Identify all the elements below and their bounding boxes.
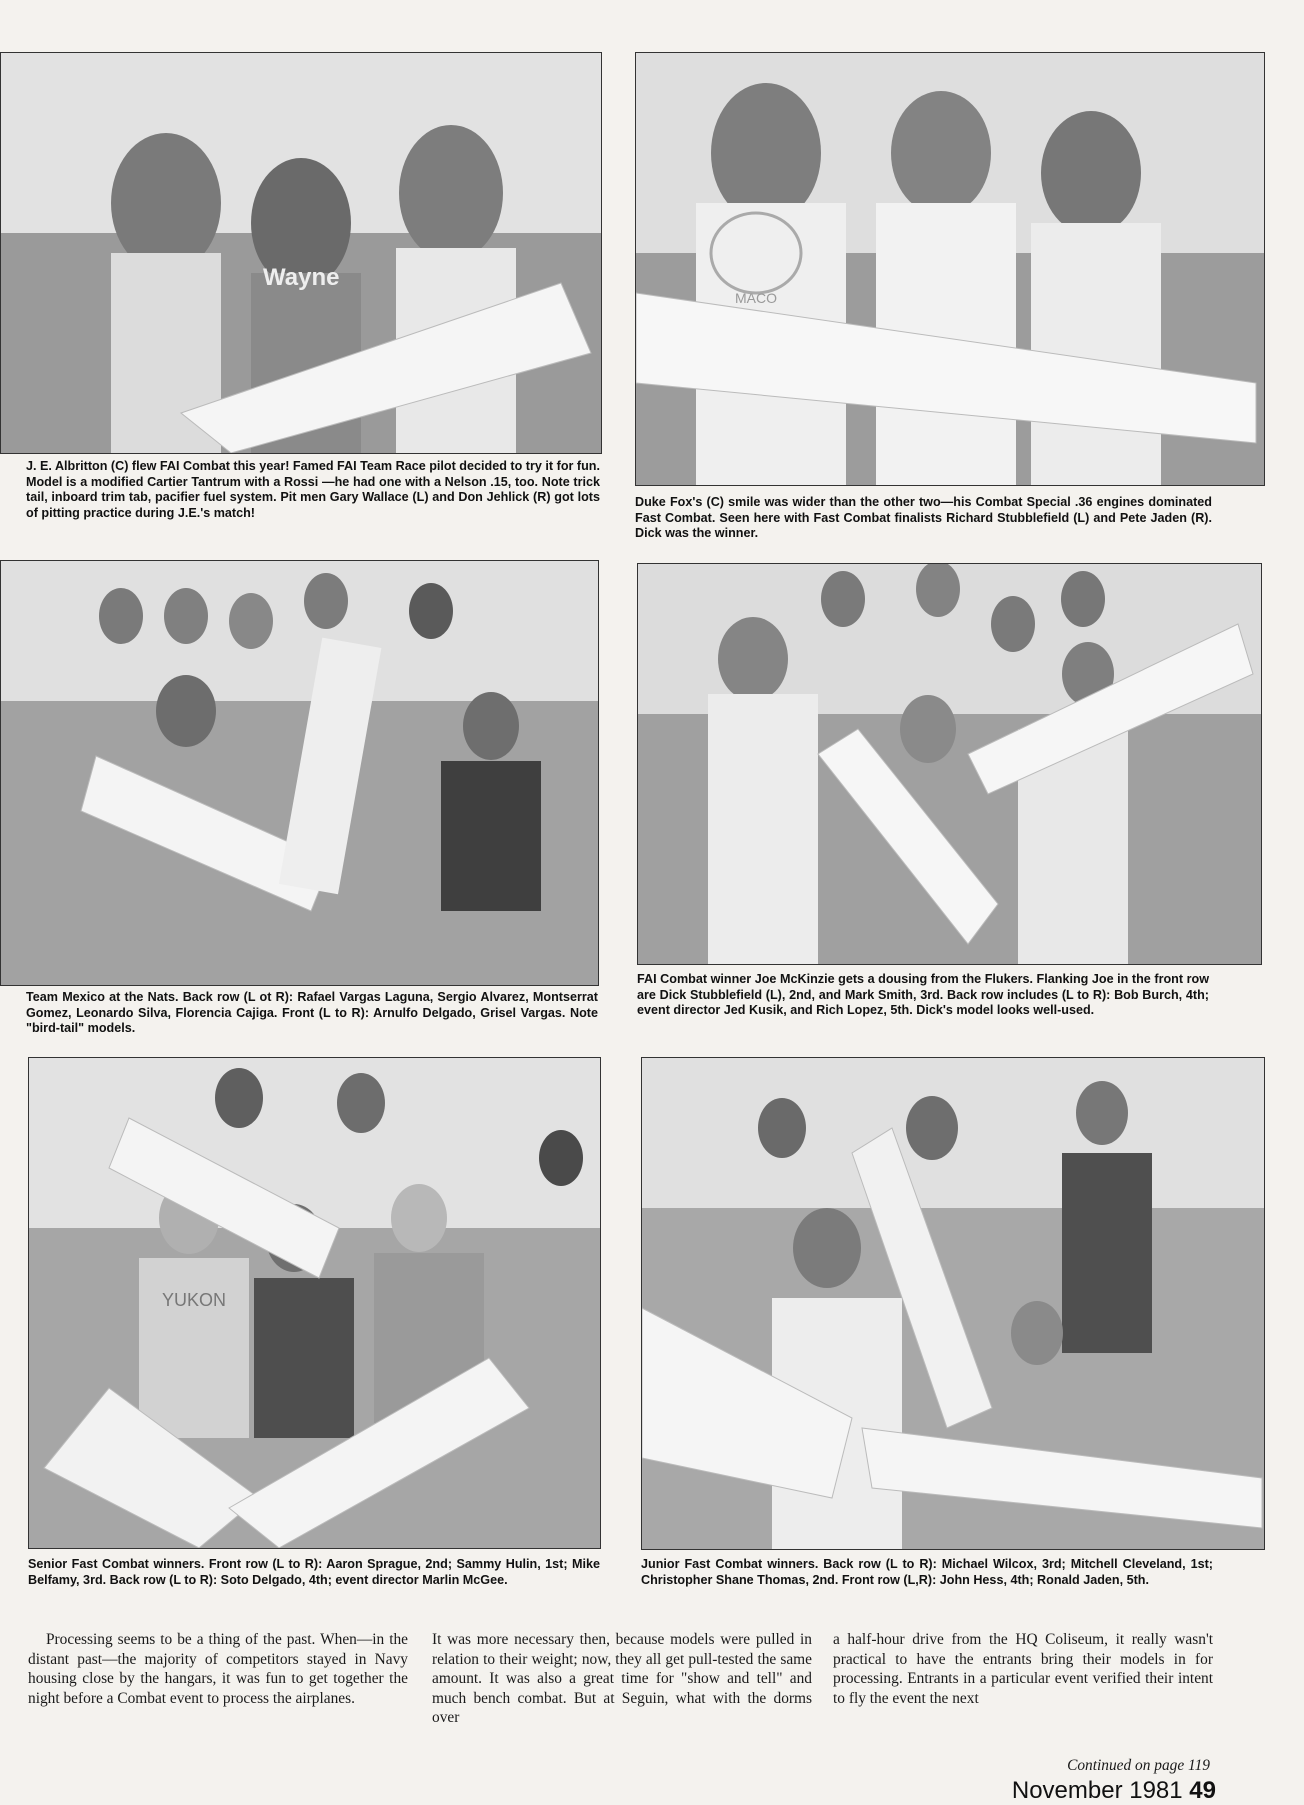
continued-note: Continued on page 119 [1067, 1757, 1210, 1774]
photo-fai-combat-albritton [0, 52, 602, 454]
photo-illustration [1, 53, 601, 453]
photo-illustration [638, 564, 1261, 964]
caption-photo-6: Junior Fast Combat winners. Back row (L to R): Michael Wilcox, 3rd; Mitchell Cleveland, 1st; Christopher Shane Thomas, 2nd. Front row (L,R): John Hess, 4th; Ronald Jaden, 5th. [641, 1557, 1213, 1587]
caption-photo-1: J. E. Albritton (C) flew FAI Combat this year! Famed FAI Team Race pilot decided to try it for fun. Model is a modified Cartier Tantrum with a Rossi —he had one with a Nelson .15, too. Note trick tail, inboard trim tab, pacifier fuel system. Pit men Gary Wallace (L) and Don Jehlick (R) got lots of pitting practice during J.E.'s match! [26, 459, 600, 520]
photo-illustration [29, 1058, 600, 1548]
article-column-2: It was more necessary then, because models were pulled in relation to their weight; now, they all get pull-tested the same amount. It was also a great time for "show and tell" and much bench combat. But at Seguin, what with the dorms over [432, 1631, 812, 1727]
shirt-text: Wayne [263, 264, 340, 291]
caption-photo-3: Team Mexico at the Nats. Back row (L ot R): Rafael Vargas Laguna, Sergio Alvarez, Montserrat Gomez, Leonardo Silva, Florencia Cajiga. Front (L to R): Arnulfo Delgado, Grisel Vargas. Note "bird-tail" models. [26, 990, 598, 1036]
photo-illustration [642, 1058, 1264, 1549]
shirt-text: YUKON [161, 1290, 227, 1310]
photo-junior-fast-combat [641, 1057, 1265, 1550]
caption-photo-2: Duke Fox's (C) smile was wider than the other two—his Combat Special .36 engines dominated Fast Combat. Seen here with Fast Combat finalists Richard Stubblefield (L) and Pete Jaden (R). Dick was the winner. [635, 495, 1212, 541]
issue-date: November 1981 [1011, 1777, 1183, 1804]
caption-photo-4: FAI Combat winner Joe McKinzie gets a dousing from the Flukers. Flanking Joe in the front row are Dick Stubblefield (L), 2nd, and Mark Smith, 3rd. Back row includes (L to R): Bob Burch, 4th; event director Jed Kusik, and Rich Lopez, 5th. Dick's model looks well-used. [637, 972, 1209, 1018]
photo-illustration [636, 53, 1264, 485]
photo-senior-fast-combat [28, 1057, 601, 1549]
caption-photo-5: Senior Fast Combat winners. Front row (L to R): Aaron Sprague, 2nd; Sammy Hulin, 1st; Mike Belfamy, 3rd. Back row (L to R): Soto Delgado, 4th; event director Marlin McGee. [28, 1557, 600, 1587]
article-column-1: Processing seems to be a thing of the past. When—in the distant past—the majority of competitors stayed in Navy housing close by the hangars, it was fun to get together the night before a Combat event to process the airplanes. [28, 1631, 408, 1707]
photo-fai-combat-winner [637, 563, 1262, 965]
shirt-text: MACO [735, 290, 777, 306]
page-footer [1012, 1777, 1216, 1805]
photo-team-mexico [0, 560, 599, 986]
article-column-3: a half-hour drive from the HQ Coliseum, it really wasn't practical to have the entrants bring their models in for processing. Entrants in a particular event verified their intent to fly the event the next [833, 1631, 1213, 1707]
photo-illustration [1, 561, 598, 985]
photo-duke-fox [635, 52, 1265, 486]
page-number: 49 [1189, 1777, 1216, 1804]
